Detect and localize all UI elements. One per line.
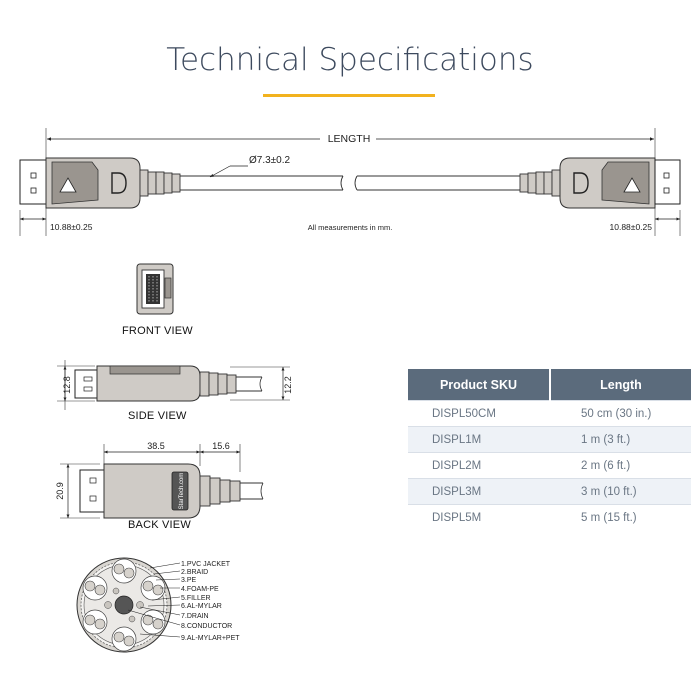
header-length: Length [550,369,691,401]
left-plug-tip [20,160,46,204]
measurement-note: All measurements in mm. [307,223,393,232]
sku-table [408,369,691,530]
length-cell: 5 m (15 ft.) [550,505,691,531]
length-cell: 50 cm (30 in.) [550,401,691,427]
sku-cell: DISPL2M [408,453,550,479]
back-relief-dimension: 15.6 [212,441,230,451]
front-view-label: FRONT VIEW [122,325,193,337]
right-tip-dimension: 10.88±0.25 [609,222,652,232]
back-height-dimension: 20.9 [55,482,65,500]
layer-label-5: 5.FILLER [181,595,211,602]
length-cell: 3 m (10 ft.) [550,479,691,505]
length-label: LENGTH [327,133,371,145]
layer-label-6: 6.AL-MYLAR [181,603,222,610]
side-view-label: SIDE VIEW [128,410,187,422]
header-product-sku: Product SKU [408,369,550,401]
cable-cross-section [77,558,180,652]
length-cell: 2 m (6 ft.) [550,453,691,479]
layer-label-8: 8.CONDUCTOR [181,623,233,630]
table-row [408,401,691,427]
length-cell: 1 m (3 ft.) [550,427,691,453]
table-row [408,453,691,479]
side-view-drawing [57,360,290,410]
back-length-dimension: 38.5 [147,441,165,451]
layer-label-4: 4.FOAM-PE [181,586,219,593]
layer-label-3: 3.PE [181,577,197,584]
back-view-label: BACK VIEW [128,519,191,531]
side-right-dimension: 12.2 [283,376,293,394]
table-row [408,479,691,505]
back-view-drawing [60,444,263,518]
layer-label-7: 7.DRAIN [181,613,209,620]
diameter-label: Ø7.3±0.2 [249,155,291,166]
table-row [408,505,691,531]
front-view-drawing [137,264,173,314]
right-plug-tip [655,160,680,204]
layer-label-2: 2.BRAID [181,569,209,576]
left-tip-dimension: 10.88±0.25 [50,222,93,232]
sku-table-header [408,369,691,401]
sku-cell: DISPL5M [408,505,550,531]
right-strain-relief [520,170,560,196]
table-row [408,427,691,453]
brand-logo: StarTech.com [179,472,185,510]
layer-label-9: 9.AL-MYLAR+PET [181,635,240,642]
left-strain-relief [140,170,180,196]
side-left-dimension: 12.8 [62,376,72,394]
sku-cell: DISPL50CM [408,401,550,427]
page-title: Technical Specifications [166,42,534,78]
layer-label-1: 1.PVC JACKET [181,561,231,568]
sku-cell: DISPL1M [408,427,550,453]
sku-cell: DISPL3M [408,479,550,505]
